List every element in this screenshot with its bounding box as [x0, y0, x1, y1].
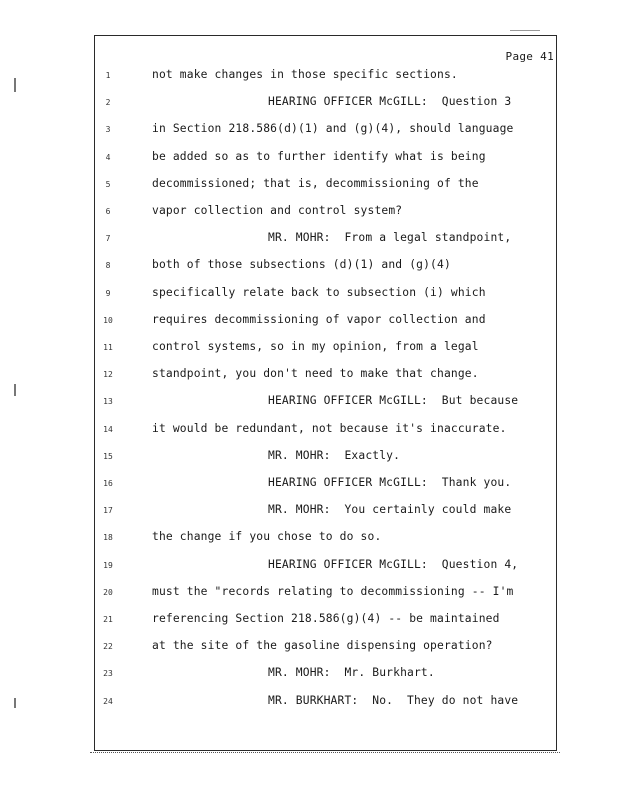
transcript-line — [94, 231, 557, 251]
transcript-line — [94, 95, 557, 115]
line-text: both of those subsections (d)(1) and (g)(4) — [152, 258, 451, 272]
line-text: MR. MOHR: You certainly could make — [268, 503, 512, 517]
line-number: 20 — [103, 587, 113, 597]
line-number: 17 — [103, 506, 113, 516]
page-number: Page 41 — [505, 50, 554, 63]
line-text: standpoint, you don't need to make that change. — [152, 367, 479, 381]
line-text: in Section 218.586(d)(1) and (g)(4), should language — [152, 122, 514, 136]
transcript-line — [94, 422, 557, 442]
line-text: requires decommissioning of vapor collection and — [152, 312, 486, 326]
line-number: 2 — [105, 98, 111, 108]
line-text: MR. MOHR: Mr. Burkhart. — [268, 666, 435, 680]
line-text: it would be redundant, not because it's inaccurate. — [152, 421, 507, 435]
line-text: control systems, so in my opinion, from a legal — [152, 340, 479, 353]
line-text: MR. BURKHART: No. They do not have — [268, 693, 519, 707]
transcript-line — [94, 639, 557, 659]
transcript-line — [94, 340, 557, 360]
scan-mark — [510, 30, 540, 31]
transcript-line — [94, 394, 557, 414]
line-text: HEARING OFFICER McGILL: Thank you. — [268, 476, 512, 489]
transcript-line — [94, 367, 557, 387]
line-number: 11 — [103, 343, 113, 352]
transcript-line — [94, 122, 557, 142]
transcript-line — [94, 150, 557, 170]
transcript-line — [94, 666, 557, 686]
line-number: 14 — [103, 424, 113, 434]
transcript-line — [94, 558, 557, 578]
transcript-line — [94, 612, 557, 632]
transcript-line — [94, 177, 557, 197]
bottom-rule — [90, 752, 560, 753]
line-number: 5 — [105, 179, 111, 189]
line-text: at the site of the gasoline dispensing operation? — [152, 639, 493, 653]
line-text: the change if you chose to do so. — [152, 530, 382, 544]
line-number: 21 — [103, 615, 113, 624]
line-text: decommissioned; that is, decommissioning of the — [152, 176, 479, 190]
line-number: 23 — [103, 669, 113, 679]
line-text: specifically relate back to subsection (i) which — [152, 285, 486, 299]
line-text: be added so as to further identify what is being — [152, 149, 486, 163]
line-number: 9 — [105, 288, 111, 298]
line-number: 22 — [103, 642, 113, 652]
line-number: 12 — [103, 370, 113, 380]
line-text: HEARING OFFICER McGILL: Question 4, — [268, 557, 519, 571]
line-text: MR. MOHR: Exactly. — [268, 448, 401, 462]
line-number: 10 — [103, 315, 113, 325]
line-number: 6 — [105, 207, 111, 216]
transcript-line — [94, 258, 557, 278]
transcript-line — [94, 313, 557, 333]
line-text: not make changes in those specific sections. — [152, 68, 458, 81]
line-text: referencing Section 218.586(g)(4) -- be maintained — [152, 612, 500, 625]
line-text: must the "records relating to decommissioning -- I'm — [152, 584, 514, 598]
line-number: 15 — [103, 451, 113, 461]
transcript-line — [94, 286, 557, 306]
line-number: 3 — [105, 125, 111, 135]
transcript-line — [94, 694, 557, 714]
line-number: 8 — [105, 261, 111, 271]
line-number: 7 — [105, 234, 111, 244]
line-text: HEARING OFFICER McGILL: Question 3 — [268, 95, 512, 109]
transcript-line — [94, 585, 557, 605]
transcript-line — [94, 530, 557, 550]
transcript-line — [94, 476, 557, 496]
line-number: 4 — [105, 152, 111, 162]
line-number: 18 — [103, 533, 113, 543]
transcript-line — [94, 68, 557, 88]
line-number: 1 — [105, 71, 111, 80]
margin-tick — [14, 78, 16, 92]
line-number: 16 — [103, 479, 113, 488]
transcript-line — [94, 503, 557, 523]
line-number: 13 — [103, 397, 113, 407]
transcript-line — [94, 449, 557, 469]
line-text: HEARING OFFICER McGILL: But because — [268, 394, 519, 408]
transcript-line — [94, 204, 557, 224]
margin-tick — [14, 698, 16, 708]
line-text: MR. MOHR: From a legal standpoint, — [268, 231, 512, 245]
line-number: 24 — [103, 696, 113, 706]
line-number: 19 — [103, 560, 113, 570]
line-text: vapor collection and control system? — [152, 204, 403, 217]
margin-tick — [14, 384, 16, 396]
